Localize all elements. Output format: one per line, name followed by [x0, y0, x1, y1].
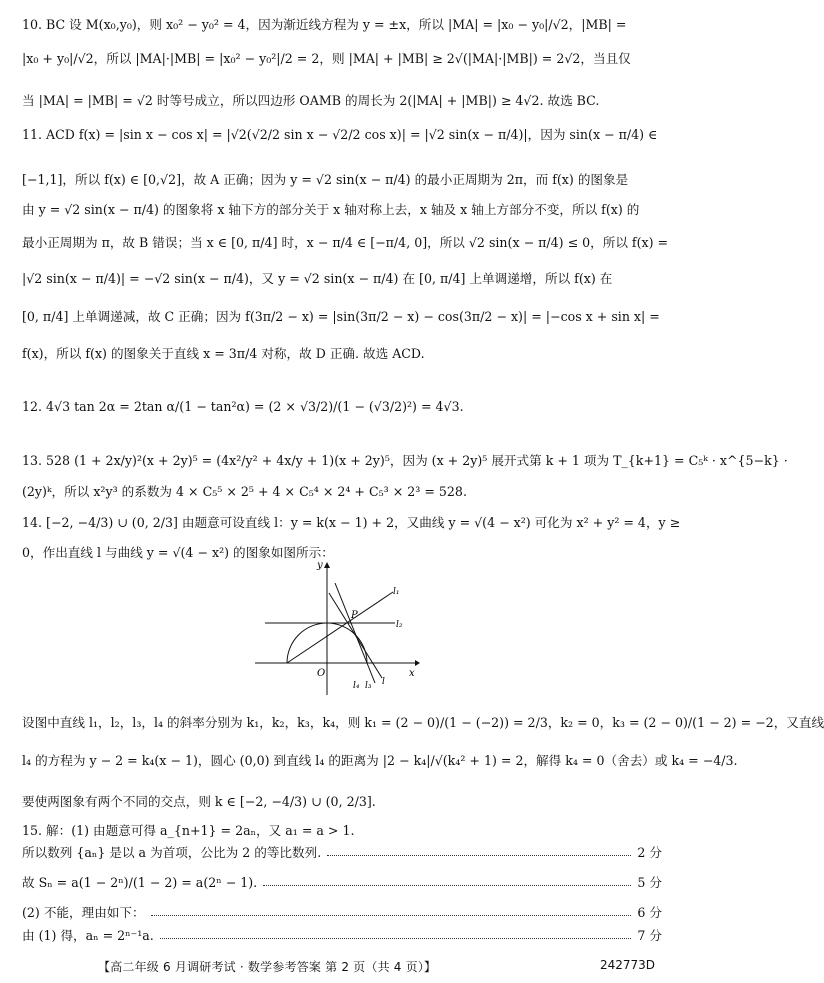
- origin-label: O: [317, 668, 326, 679]
- x-axis-arrow-icon: [415, 660, 420, 666]
- solution-13-line-1: 13. 528 (1 + 2x/y)²(x + 2y)⁵ = (4x²/y² + 4x/y + 1)(x + 2y)⁵，因为 (x + 2y)⁵ 展开式第 k + 1 项为 T_{k+1} = C₅ᵏ · x^{5−k} ·: [22, 453, 788, 468]
- label-l3: l₃: [365, 681, 372, 691]
- solution-12-line-1: 12. 4√3 tan 2α = 2tan α/(1 − tan²α) = (2 × √3/2)/(1 − (√3/2)²) = 4√3.: [22, 399, 464, 414]
- dotted-leader: [151, 906, 632, 916]
- axis-y-label: y: [317, 560, 323, 571]
- solution-14-after-line-3: 要使两图象有两个不同的交点，则 k ∈ [−2, −4/3) ∪ (0, 2/3].: [22, 794, 376, 809]
- solution-14-line-2: 0，作出直线 l 与曲线 y = √(4 − x²) 的图象如图所示：: [22, 545, 334, 560]
- y-axis-arrow-icon: [324, 562, 330, 568]
- label-l2: l₂: [396, 620, 403, 630]
- dotted-leader: [327, 846, 631, 856]
- solution-15-step-2: [22, 844, 662, 861]
- dotted-leader: [263, 876, 631, 886]
- step-text: 所以数列 {aₙ} 是以 a 为首项，公比为 2 的等比数列.: [22, 845, 322, 860]
- solution-11-line-3: 由 y = √2 sin(x − π/4) 的图象将 x 轴下方的部分关于 x 轴对称上去，x 轴及 x 轴上方部分不变，所以 f(x) 的: [22, 202, 640, 217]
- step-points: 5 分: [637, 875, 662, 890]
- solution-11-line-7: f(x)，所以 f(x) 的图象关于直线 x = 3π/4 对称，故 D 正确. 故选 ACD.: [22, 346, 425, 361]
- solution-15-step-3: [22, 874, 662, 891]
- label-l4: l₄: [353, 681, 360, 691]
- solution-10-line-3: 当 |MA| = |MB| = √2 时等号成立，所以四边形 OAMB 的周长为 2(|MA| + |MB|) ≥ 4√2. 故选 BC.: [22, 93, 600, 108]
- solution-11-line-2: [−1,1]，所以 f(x) ∈ [0,√2]，故 A 正确；因为 y = √2 sin(x − π/4) 的最小正周期为 2π，而 f(x) 的图象是: [22, 172, 629, 187]
- solution-14-after-line-1: 设图中直线 l₁，l₂，l₃，l₄ 的斜率分别为 k₁，k₂，k₃，k₄，则 k₁ = (2 − 0)/(1 − (−2)) = 2/3，k₂ = 0，k₃ = (2 − 0)/(1 − 2) = −2，又直线: [22, 715, 824, 730]
- line-curve-figure: [255, 560, 420, 695]
- label-l: l: [382, 677, 385, 687]
- solution-11-line-1: 11. ACD f(x) = |sin x − cos x| = |√2(√2/2 sin x − √2/2 cos x)| = |√2 sin(x − π/4)|，因为 sin(x − π/4) ∈: [22, 127, 658, 142]
- solution-11-line-6: [0, π/4] 上单调递减，故 C 正确；因为 f(3π/2 − x) = |sin(3π/2 − x) − cos(3π/2 − x)| = |−cos x + sin x| =: [22, 309, 660, 324]
- step-points: 7 分: [637, 928, 662, 943]
- solution-14-line-1: 14. [−2, −4/3) ∪ (0, 2/3] 由题意可设直线 l：y = k(x − 1) + 2，又曲线 y = √(4 − x²) 可化为 x² + y² = 4，y ≥: [22, 515, 681, 530]
- step-points: 2 分: [637, 845, 662, 860]
- solution-14-after-line-2: l₄ 的方程为 y − 2 = k₄(x − 1)，圆心 (0,0) 到直线 l₄ 的距离为 |2 − k₄|/√(k₄² + 1) = 2，解得 k₄ = 0（舍去）或 k₄ = −4/3.: [22, 753, 738, 768]
- step-text: 由 (1) 得，aₙ = 2ⁿ⁻¹a.: [22, 928, 154, 943]
- line-l1: [287, 592, 393, 663]
- footer-title: 【高二年级 6 月调研考试 · 数学参考答案 第 2 页（共 4 页）】: [98, 960, 437, 974]
- solution-11-line-4: 最小正周期为 π，故 B 错误；当 x ∈ [0, π/4] 时，x − π/4 ∈ [−π/4, 0]，所以 √2 sin(x − π/4) ≤ 0，所以 f(x) =: [22, 235, 669, 250]
- line-l3: [335, 583, 375, 683]
- footer-code: 242773D: [599, 958, 655, 972]
- solution-10-line-2: |x₀ + y₀|/√2，所以 |MA|·|MB| = |x₀² − y₀²|/2 = 2，则 |MA| + |MB| ≥ 2√(|MA|·|MB|) = 2√2，当且仅: [22, 51, 631, 66]
- step-text: (2) 不能，理由如下：: [22, 905, 145, 920]
- point-p-label: P: [351, 610, 358, 621]
- solution-15-line-1: 15. 解：(1) 由题意可得 a_{n+1} = 2aₙ，又 a₁ = a > 1.: [22, 823, 355, 838]
- solution-11-line-5: |√2 sin(x − π/4)| = −√2 sin(x − π/4)，又 y = √2 sin(x − π/4) 在 [0, π/4] 上单调递增，所以 f(x) 在: [22, 271, 613, 286]
- solution-13-line-2: (2y)ᵏ，所以 x²y³ 的系数为 4 × C₅⁵ × 2⁵ + 4 × C₅⁴ × 2⁴ + C₅³ × 2³ = 528.: [22, 484, 467, 499]
- axis-x-label: x: [409, 668, 415, 679]
- solution-15-step-4: [22, 904, 662, 921]
- line-l4: [329, 593, 382, 678]
- step-text: 故 Sₙ = a(1 − 2ⁿ)/(1 − 2) = a(2ⁿ − 1).: [22, 875, 258, 890]
- dotted-leader: [160, 929, 632, 939]
- label-l1: l₁: [393, 587, 400, 597]
- page-footer: [0, 958, 677, 976]
- step-points: 6 分: [637, 905, 662, 920]
- solution-10-line-1: 10. BC 设 M(x₀,y₀)，则 x₀² − y₀² = 4，因为渐近线方程为 y = ±x，所以 |MA| = |x₀ − y₀|/√2，|MB| =: [22, 17, 627, 32]
- solution-15-step-5: [22, 927, 662, 944]
